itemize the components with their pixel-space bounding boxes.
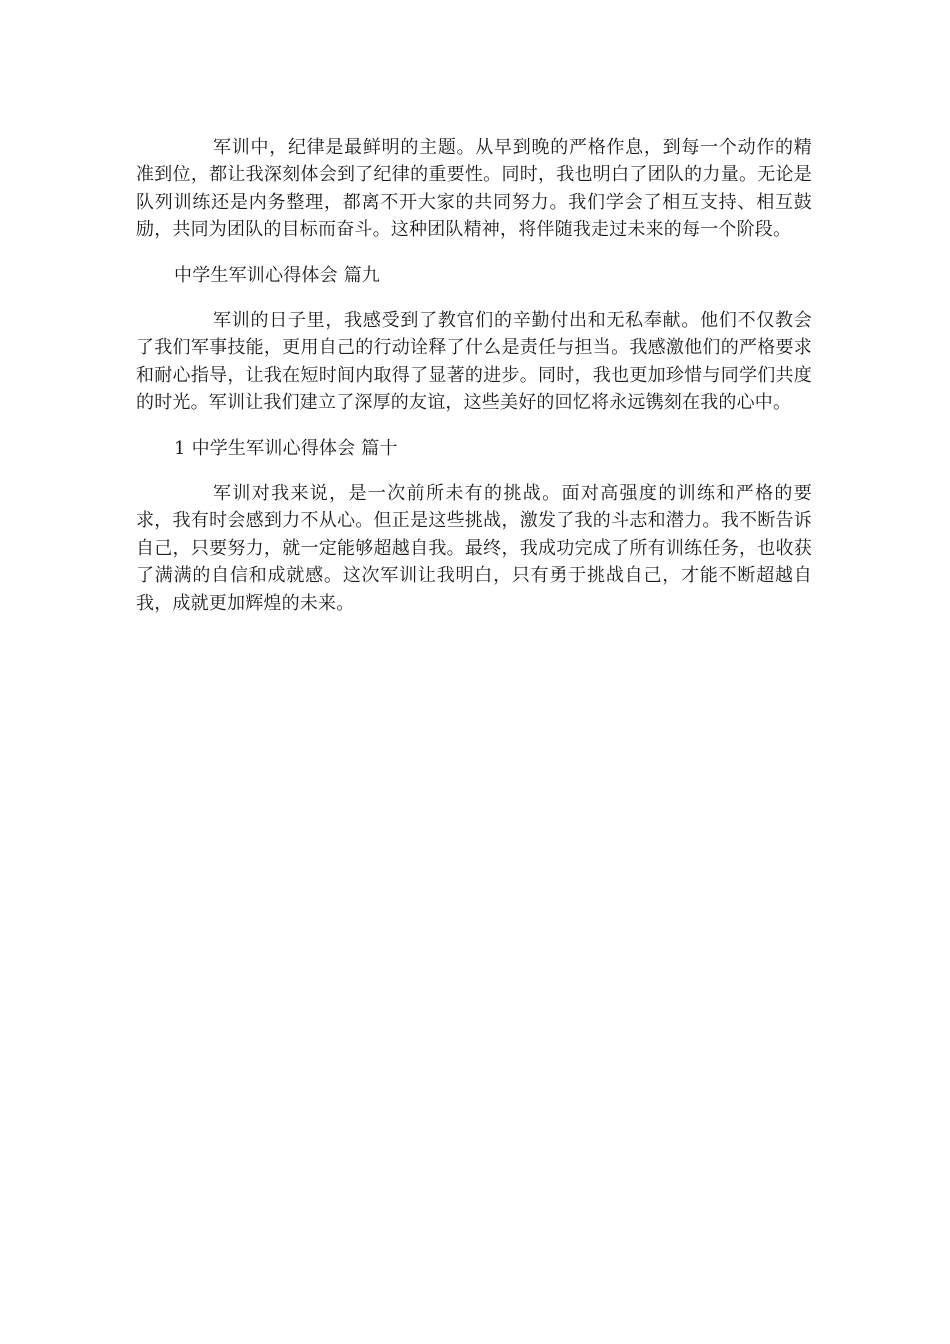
paragraph-discipline: 军训中，纪律是最鲜明的主题。从早到晚的严格作息，到每一个动作的精准到位，都让我深刻体会到了纪律的重要性。同时，我也明白了团队的力量。无论是队列训练还是内务整理，都离不开大家的共同努力。我们学会了相互支持、相互鼓励，共同为团队的目标而奋斗。这种团队精神，将伴随我走过未来的每一个阶段。 [136, 137, 812, 241]
document-body [136, 134, 812, 617]
section-heading-ten: 1 中学生军训心得体会 篇十 [174, 437, 398, 459]
spacer [136, 289, 812, 307]
spacer [136, 244, 812, 262]
paragraph-instructors: 军训的日子里，我感受到了教官们的辛勤付出和无私奉献。他们不仅教会了我们军事技能，更用自己的行动诠释了什么是责任与担当。我感激他们的严格要求和耐心指导，让我在短时间内取得了显著的进步。同时，我也更加珍惜与同学们共度的时光。军训让我们建立了深厚的友谊，这些美好的回忆将永远镌刻在我的心中。 [136, 310, 812, 414]
paragraph-challenge: 军训对我来说，是一次前所未有的挑战。面对高强度的训练和严格的要求，我有时会感到力不从心。但正是这些挑战，激发了我的斗志和潜力。我不断告诉自己，只要努力，就一定能够超越自我。最终，我成功完成了所有训练任务，也收获了满满的自信和成就感。这次军训让我明白，只有勇于挑战自己，才能不断超越自我，成就更加辉煌的未来。 [136, 483, 812, 614]
spacer [136, 417, 812, 435]
section-heading-nine: 中学生军训心得体会 篇九 [174, 264, 381, 286]
spacer [136, 462, 812, 480]
